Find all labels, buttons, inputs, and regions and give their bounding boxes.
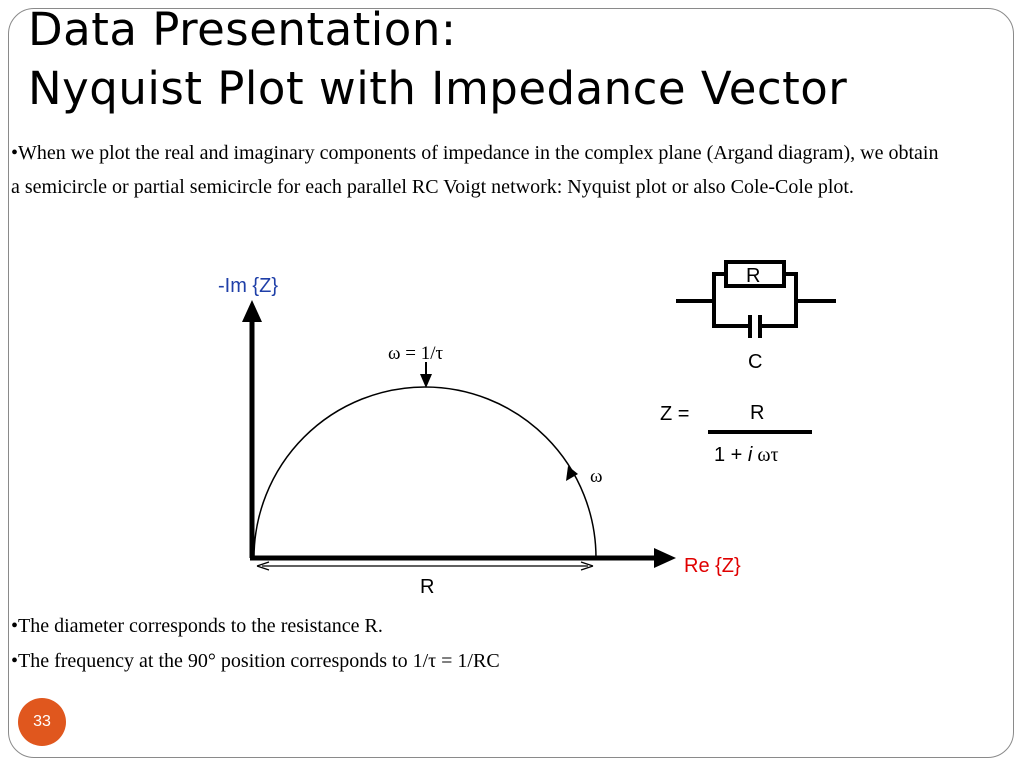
slide-title-line-1: Data Presentation:	[28, 3, 457, 56]
slide-title-line-2: Nyquist Plot with Impedance Vector	[28, 62, 848, 115]
equation-denominator	[714, 444, 779, 466]
capacitor-label: C	[748, 351, 763, 373]
x-axis-arrow-icon	[654, 548, 676, 568]
intro-text: When we plot the real and imaginary components of impedance in the complex plane (Argand diagram), we obtain a semicircle or partial semicircle for each parallel RC Voigt network: Nyquist plot or also Cole-Cole plot.	[11, 142, 939, 198]
peak-arrow-icon	[420, 374, 432, 388]
y-axis-label: -Im {Z}	[218, 275, 279, 297]
x-axis	[250, 548, 676, 568]
resistor-label: R	[746, 265, 761, 287]
page-number-badge: 33	[18, 698, 66, 746]
diameter-label: R	[420, 576, 435, 598]
impedance-semicircle	[254, 387, 596, 558]
bullet-diameter: •The diameter corresponds to the resistance R.	[11, 615, 383, 637]
omega-label: ω	[590, 466, 603, 487]
equation-denominator-i: i	[747, 444, 753, 466]
equation-denominator-suffix: ωτ	[752, 444, 779, 466]
bullet-marker: •	[11, 142, 19, 164]
bullet-frequency: •The frequency at the 90° position corresponds to 1/τ = 1/RC	[11, 650, 500, 672]
diameter-double-arrow	[257, 562, 593, 570]
equation-numerator: R	[750, 402, 765, 424]
y-axis-arrow-icon	[242, 300, 262, 322]
x-axis-label: Re {Z}	[684, 555, 741, 577]
equation-denominator-prefix: 1 +	[714, 444, 748, 466]
equation-lhs: Z =	[660, 403, 690, 425]
peak-frequency-label: ω = 1/τ	[388, 343, 444, 364]
